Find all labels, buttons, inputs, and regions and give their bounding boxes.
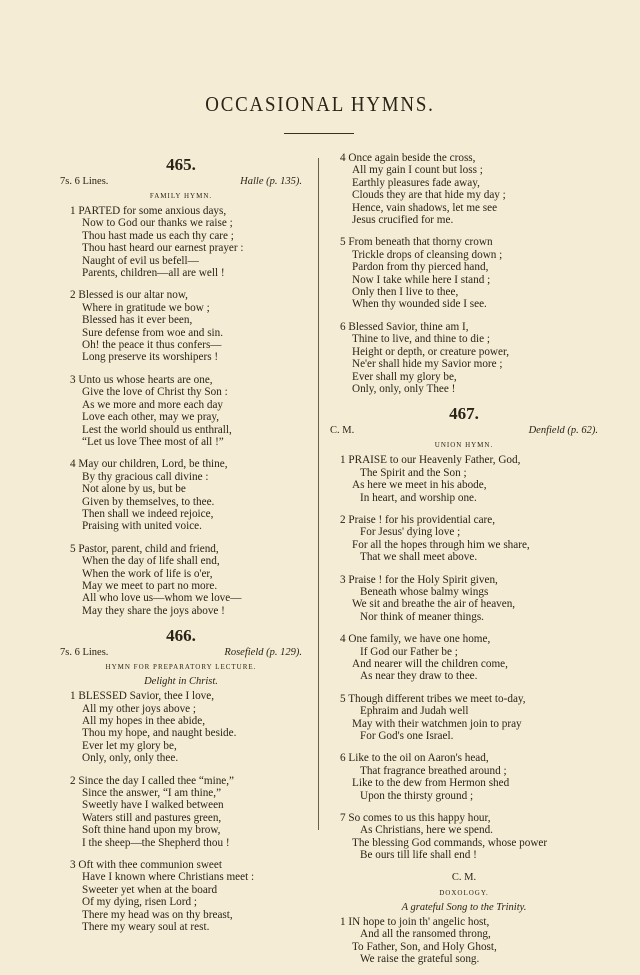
verse-line: That fragrance breathed around ;: [360, 764, 507, 777]
verse-line: Ever shall my glory be,: [352, 370, 457, 383]
verse-first-line: 1 BLESSED Savior, thee I love,: [70, 690, 215, 703]
verse-first-line: 3 Unto us whose hearts are one,: [70, 373, 213, 386]
verse-line: When the work of life is o'er,: [82, 567, 213, 580]
verse: [330, 152, 598, 226]
hymn-number: 467.: [449, 404, 479, 424]
verse: [60, 289, 302, 363]
verse-line: As we more and more each day: [82, 398, 224, 411]
verse-line: Nor think of meaner things.: [360, 610, 484, 623]
verse: [60, 205, 302, 279]
verse-line: As near they draw to thee.: [360, 670, 478, 683]
verse-line: Clouds they are that hide my day ;: [352, 189, 506, 202]
verse-line: Have I known where Christians meet :: [82, 871, 255, 884]
hymn-number: 466.: [166, 626, 196, 646]
verse: [330, 693, 598, 743]
verse-line: And all the ransomed throng,: [360, 928, 491, 941]
verse: [330, 454, 598, 504]
hymn-theme: Delight in Christ.: [144, 676, 218, 688]
verse: [330, 752, 598, 802]
verse: [60, 374, 302, 448]
verse-line: That we shall meet above.: [360, 551, 478, 564]
verse-line: Thou hast made us each thy care ;: [82, 229, 234, 242]
verse-list: [330, 152, 598, 395]
verse-line: Only then I live to thee,: [352, 286, 459, 299]
verse-line: Thou hast heard our earnest prayer :: [82, 242, 244, 255]
verse: [330, 514, 598, 564]
verse-line: Love each other, may we pray,: [82, 411, 220, 424]
verse-line: There my weary soul at rest.: [82, 921, 210, 934]
verse-list: [330, 916, 598, 966]
verse-line: In heart, and worship one.: [360, 491, 477, 504]
verse-line: Waters still and pastures green,: [82, 811, 222, 824]
verse-line: When thy wounded side I see.: [352, 298, 487, 311]
verse-first-line: 1 PARTED for some anxious days,: [70, 205, 227, 217]
verse-list: [60, 690, 302, 933]
verse-line: Thine to live, and thine to die ;: [352, 333, 490, 346]
meter: 7s. 6 Lines.: [60, 647, 109, 659]
verse-line: Beneath whose balmy wings: [360, 585, 489, 598]
verse-line: Height or depth, or creature power,: [352, 345, 510, 358]
verse-line: May we meet to part no more.: [82, 579, 218, 592]
verse-line: I the sheep—the Shepherd thou !: [82, 836, 230, 849]
verse-line: Like to the dew from Hermon shed: [352, 777, 510, 790]
verse: [330, 321, 598, 395]
verse-first-line: 4 Once again beside the cross,: [340, 152, 476, 164]
verse-line: All who love us—whom we love—: [82, 592, 242, 605]
verse-line: “Let us love Thee most of all !”: [82, 435, 224, 448]
verse-line: May they share the joys above !: [82, 604, 225, 617]
verse-line: Be ours till life shall end !: [360, 849, 477, 862]
verse-first-line: 3 Oft with thee communion sweet: [70, 859, 222, 872]
verse: [60, 543, 302, 617]
verse-line: For God's one Israel.: [360, 730, 454, 743]
verse-line: Pardon from thy pierced hand,: [352, 261, 489, 274]
verse-line: All my other joys above ;: [82, 702, 197, 715]
verse-line: For all the hopes through him we share,: [352, 538, 530, 551]
verse-line: Hence, vain shadows, let me see: [352, 201, 498, 214]
verse-first-line: 2 Praise ! for his providential care,: [340, 513, 496, 526]
verse-line: All my hopes in thee abide,: [82, 715, 206, 727]
verse-line: Naught of evil us befell—: [82, 254, 199, 267]
verse-line: Soft thine hand upon my brow,: [82, 824, 221, 837]
verse-first-line: 1 IN hope to join th' angelic host,: [340, 915, 490, 928]
verse-line: Ne'er shall hide my Savior more ;: [352, 358, 503, 371]
verse-line: Ephraim and Judah well: [360, 705, 469, 718]
verse-line: Only, only, only Thee !: [352, 382, 456, 395]
verse-line: As here we meet in his abode,: [352, 479, 487, 492]
meter: 7s. 6 Lines.: [60, 176, 109, 187]
hymn-subtitle: UNION HYMN.: [434, 441, 494, 450]
verse-first-line: 2 Since the day I called thee “mine,”: [70, 774, 235, 787]
verse-line: Parents, children—all are well !: [82, 267, 225, 280]
verse-line: The Spirit and the Son ;: [360, 466, 467, 479]
verse-line: Sweetly have I walked between: [82, 799, 224, 812]
verse-line: May with their watchmen join to pray: [352, 717, 522, 730]
hymn-subtitle: HYMN FOR PREPARATORY LECTURE.: [105, 663, 257, 672]
verse-line: Now I take while here I stand ;: [352, 273, 491, 286]
verse-line: Long preserve its worshipers !: [82, 351, 219, 364]
verse-line: There my head was on thy breast,: [82, 908, 233, 921]
verse-line: Praising with united voice.: [82, 520, 202, 533]
verse-first-line: 3 Praise ! for the Holy Spirit given,: [340, 573, 498, 586]
verse: [330, 633, 598, 683]
verse-first-line: 6 Blessed Savior, thine am I,: [340, 320, 469, 333]
verse-line: Sweeter yet when at the board: [82, 883, 218, 896]
verse-line: Jesus crucified for me.: [352, 214, 454, 227]
verse-list: [330, 454, 598, 861]
verse: [60, 458, 302, 532]
hymn-subtitle: FAMILY HYMN.: [149, 192, 213, 200]
verse-line: Earthly pleasures fade away,: [352, 176, 480, 189]
verse: [60, 690, 302, 764]
verse-first-line: 5 From beneath that thorny crown: [340, 236, 493, 249]
verse-first-line: 4 May our children, Lord, be thine,: [70, 458, 228, 471]
hymn-meta: [60, 176, 302, 188]
verse-line: The blessing God commands, whose power: [352, 836, 548, 849]
hymn-meta: [60, 647, 302, 659]
verse: [330, 812, 598, 862]
verse-line: When the day of life shall end,: [82, 555, 220, 568]
verse-line: Then shall we indeed rejoice,: [82, 507, 214, 520]
verse-line: Blessed has it ever been,: [82, 314, 193, 327]
verse-first-line: 5 Pastor, parent, child and friend,: [70, 542, 219, 555]
verse-line: We raise the grateful song.: [360, 952, 480, 965]
verse-first-line: 6 Like to the oil on Aaron's head,: [340, 752, 489, 765]
tune-name: Rosefield (p. 129).: [224, 647, 302, 659]
tune-name: Denfield (p. 62).: [528, 425, 598, 437]
verse-line: For Jesus' dying love ;: [360, 526, 461, 539]
verse-line: Since the answer, “I am thine,”: [82, 787, 222, 800]
verse: [60, 775, 302, 849]
hymn-meta: [330, 425, 598, 437]
verse-list: [60, 205, 302, 617]
hymn-number: 465.: [166, 155, 196, 174]
tune-name: Halle (p. 135).: [240, 176, 302, 187]
verse-line: Only, only, only thee.: [82, 752, 179, 765]
verse-first-line: 5 Though different tribes we meet to-day,: [340, 692, 526, 705]
verse-line: Lest the world should us enthrall,: [82, 423, 232, 436]
left-column: [60, 152, 302, 944]
verse: [60, 859, 302, 933]
verse-line: Given by themselves, to thee.: [82, 495, 215, 508]
verse-line: Where in gratitude we bow ;: [82, 301, 210, 314]
title-rule: [284, 133, 354, 134]
verse: [330, 236, 598, 310]
verse-first-line: 2 Blessed is our altar now,: [70, 289, 188, 302]
verse-first-line: 1 PRAISE to our Heavenly Father, God,: [340, 454, 521, 467]
verse-line: To Father, Son, and Holy Ghost,: [352, 940, 497, 953]
right-column: [330, 152, 598, 975]
verse-line: Sure defense from woe and sin.: [82, 326, 224, 339]
verse: [330, 574, 598, 624]
doxology-meter: C. M.: [451, 871, 477, 883]
verse-line: Upon the thirsty ground ;: [360, 789, 474, 802]
column-divider: [318, 158, 319, 830]
verse-line: Thou my hope, and naught beside.: [82, 727, 237, 740]
verse-line: Oh! the peace it thus confers—: [82, 339, 222, 352]
verse-line: Give the love of Christ thy Son :: [82, 386, 228, 399]
page-title: OCCASIONAL HYMNS.: [205, 92, 435, 116]
verse-line: We sit and breathe the air of heaven,: [352, 598, 516, 611]
verse-line: Trickle drops of cleansing down ;: [352, 248, 503, 261]
verse-first-line: 4 One family, we have one home,: [340, 633, 491, 646]
verse-line: Now to God our thanks we raise ;: [82, 217, 233, 230]
verse-first-line: 7 So comes to us this happy hour,: [340, 812, 491, 825]
verse-line: If God our Father be ;: [360, 645, 458, 658]
verse: [330, 916, 598, 966]
verse-line: Not alone by us, but be: [82, 483, 186, 496]
verse-line: By thy gracious call divine :: [82, 470, 209, 483]
verse-line: And nearer will the children come,: [352, 658, 508, 670]
verse-line: Of my dying, risen Lord ;: [82, 896, 197, 909]
meter: C. M.: [330, 425, 355, 437]
verse-line: As Christians, here we spend.: [360, 824, 493, 837]
doxology-title: DOXOLOGY.: [439, 888, 489, 897]
verse-line: Ever let my glory be,: [82, 739, 177, 752]
doxology-theme: A grateful Song to the Trinity.: [401, 901, 527, 913]
verse-line: All my gain I count but loss ;: [352, 164, 483, 177]
